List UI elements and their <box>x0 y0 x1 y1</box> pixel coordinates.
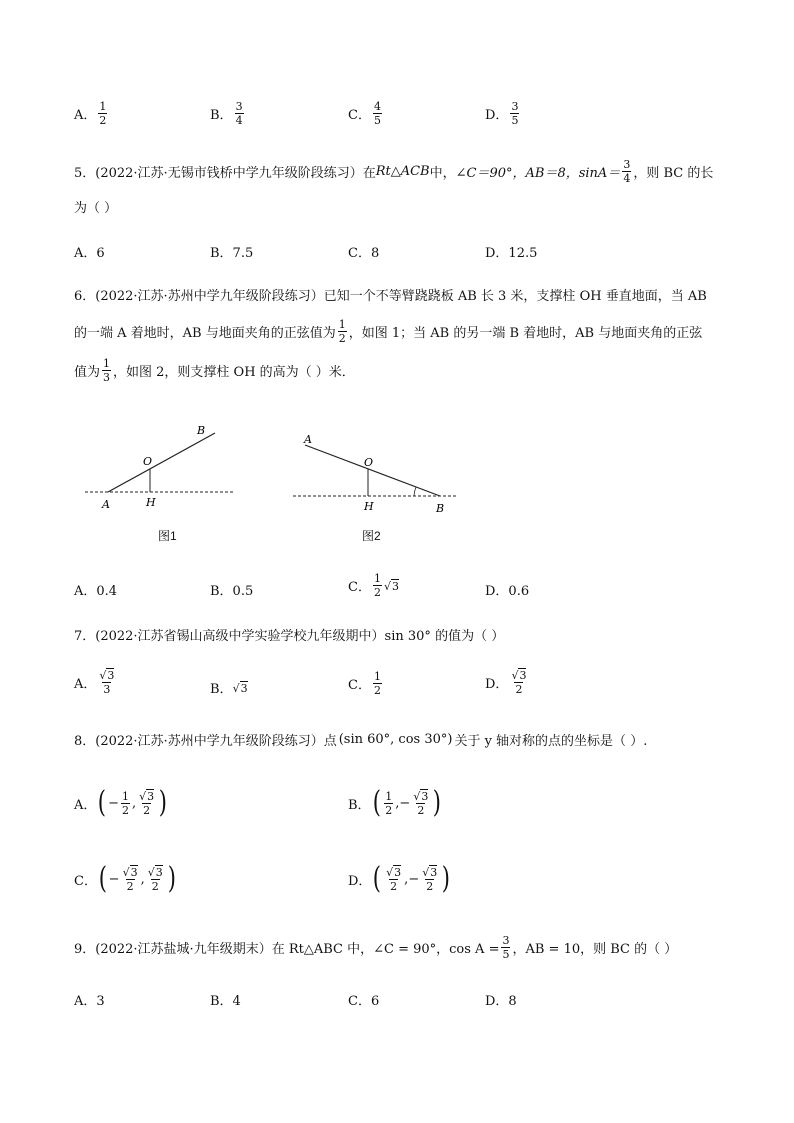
q6-stem-line2: 的一端 A 着地时，AB 与地面夹角的正弦值为 $\frac{1}{2}$ ，如图 1；当 AB 的另一端 B 着地时，AB 与地面夹角的正弦 <box>74 318 703 345</box>
q9-option-b[interactable]: B．4 <box>210 994 241 1009</box>
q6-option-d[interactable]: D．0.6 <box>485 584 530 599</box>
q5-option-b[interactable]: B．7.5 <box>210 246 254 261</box>
q9-option-d[interactable]: D．8 <box>485 994 517 1009</box>
fraction: $\frac{√3}{2}$ <box>122 866 138 893</box>
sqrt: √3 <box>232 681 248 695</box>
label-a: A <box>102 498 110 511</box>
seesaw-ab <box>305 445 440 496</box>
q5-option-d[interactable]: D．12.5 <box>485 246 538 261</box>
q9-stem: 9．(2022·江苏盐城·九年级期末）在 Rt△ABC 中，∠C = 90°，cos A = $\frac{3}{5}$ ，AB = 10，则 BC 的（ ） <box>74 934 678 961</box>
fraction: $\frac{3}{5}$ <box>502 934 510 961</box>
fraction: $\frac{1}{2}$ <box>338 318 346 345</box>
q6-stem-line1: 6．(2022·江苏·苏州中学九年级阶段练习）已知一个不等臂跷跷板 AB 长 3 米，支撑柱 OH 垂直地面，当 AB <box>74 289 707 304</box>
fraction: $\frac{√3}{2}$ <box>386 866 402 893</box>
q4-option-d[interactable]: D． $\frac{3}{5}$ <box>485 100 519 127</box>
fraction: $\frac{√3}{2}$ <box>147 866 163 893</box>
figure-2 <box>290 428 465 520</box>
fraction: $\frac{3}{5}$ <box>511 100 519 127</box>
sqrt: √3 <box>383 579 399 593</box>
fraction: $\frac{1}{2}$ <box>373 572 381 599</box>
label-h: H <box>364 500 374 513</box>
q5-stem-line1: 5．(2022·江苏·无锡市钱桥中学九年级阶段练习）在 Rt△ACB 中， ∠C＝90°， AB＝8，sinA＝ $\frac{3}{4}$ ，则 BC 的长 <box>74 158 714 185</box>
fraction: $\frac{√3}{2}$ <box>139 790 155 817</box>
q7-option-b[interactable]: B． √3 <box>210 681 248 697</box>
label-h: H <box>146 496 156 509</box>
q9-option-a[interactable]: A．3 <box>74 994 105 1009</box>
q5-option-a[interactable]: A．6 <box>74 246 105 261</box>
fraction: $\frac{1}{2}$ <box>373 670 381 697</box>
q8-stem: 8．(2022·江苏·苏州中学九年级阶段练习）点 (sin 60°, cos 30°) 关于 y 轴对称的点的坐标是（ ）. <box>74 732 648 749</box>
fraction: $\frac{√3}{2}$ <box>422 866 438 893</box>
label-b: B <box>436 502 445 515</box>
q4-option-c[interactable]: C． $\frac{4}{5}$ <box>348 100 381 127</box>
fraction: $\frac{3}{4}$ <box>235 100 243 127</box>
fraction: $\frac{1}{2}$ <box>99 100 107 127</box>
q8-option-d[interactable]: D． ( $\frac{√3}{2}$ , − $\frac{√3}{2}$ ) <box>348 861 451 896</box>
q4-option-a[interactable]: A． $\frac{1}{2}$ <box>74 100 107 127</box>
q6-option-b[interactable]: B．0.5 <box>210 584 254 599</box>
fraction: $\frac{√3}{2}$ <box>413 790 429 817</box>
figure-2-caption: 图2 <box>362 529 381 543</box>
label-b: B <box>197 424 206 437</box>
q7-option-c[interactable]: C． $\frac{1}{2}$ <box>348 670 381 697</box>
fraction: $\frac{1}{2}$ <box>122 789 130 817</box>
point-expression: (sin 60°, cos 30°) <box>338 732 453 747</box>
seesaw-ab <box>108 433 215 492</box>
angle-mark <box>414 487 416 496</box>
figure-1-caption: 图1 <box>158 529 177 543</box>
q8-option-a[interactable]: A． ( − $\frac{1}{2}$ , $\frac{√3}{2}$ ) <box>74 785 168 820</box>
label-a: A <box>304 433 312 446</box>
q7-option-a[interactable]: A． $\frac{√3}{3}$ <box>74 669 115 696</box>
fraction: $\frac{1}{3}$ <box>103 357 111 384</box>
label-o: O <box>364 456 374 469</box>
figure-1 <box>80 418 250 518</box>
q4-option-b[interactable]: B． $\frac{3}{4}$ <box>210 100 243 127</box>
fraction: $\frac{3}{4}$ <box>623 158 631 185</box>
q6-option-a[interactable]: A．0.4 <box>74 584 118 599</box>
fraction: $\frac{1}{2}$ <box>385 789 393 817</box>
fraction: $\frac{√3}{2}$ <box>511 669 527 696</box>
q6-option-c[interactable]: C． $\frac{1}{2}$ √3 <box>348 572 399 599</box>
q9-option-c[interactable]: C．6 <box>348 994 380 1009</box>
fraction: $\frac{√3}{3}$ <box>99 669 115 696</box>
q8-option-b[interactable]: B． ( $\frac{1}{2}$ , − $\frac{√3}{2}$ ) <box>348 785 442 820</box>
q7-stem: 7．(2022·江苏省锡山高级中学实验学校九年级期中）sin 30° 的值为（ ） <box>74 629 505 644</box>
q7-option-d[interactable]: D． $\frac{√3}{2}$ <box>485 669 527 696</box>
q5-stem-line2: 为（ ） <box>74 201 118 216</box>
q8-option-c[interactable]: C． ( − $\frac{√3}{2}$ , $\frac{√3}{2}$ ) <box>74 861 176 896</box>
fraction: $\frac{4}{5}$ <box>373 100 381 127</box>
q5-option-c[interactable]: C．8 <box>348 246 380 261</box>
q6-stem-line3: 值为 $\frac{1}{3}$ ，如图 2，则支撑柱 OH 的高为（ ）米． <box>74 357 355 384</box>
label-o: O <box>143 455 153 468</box>
